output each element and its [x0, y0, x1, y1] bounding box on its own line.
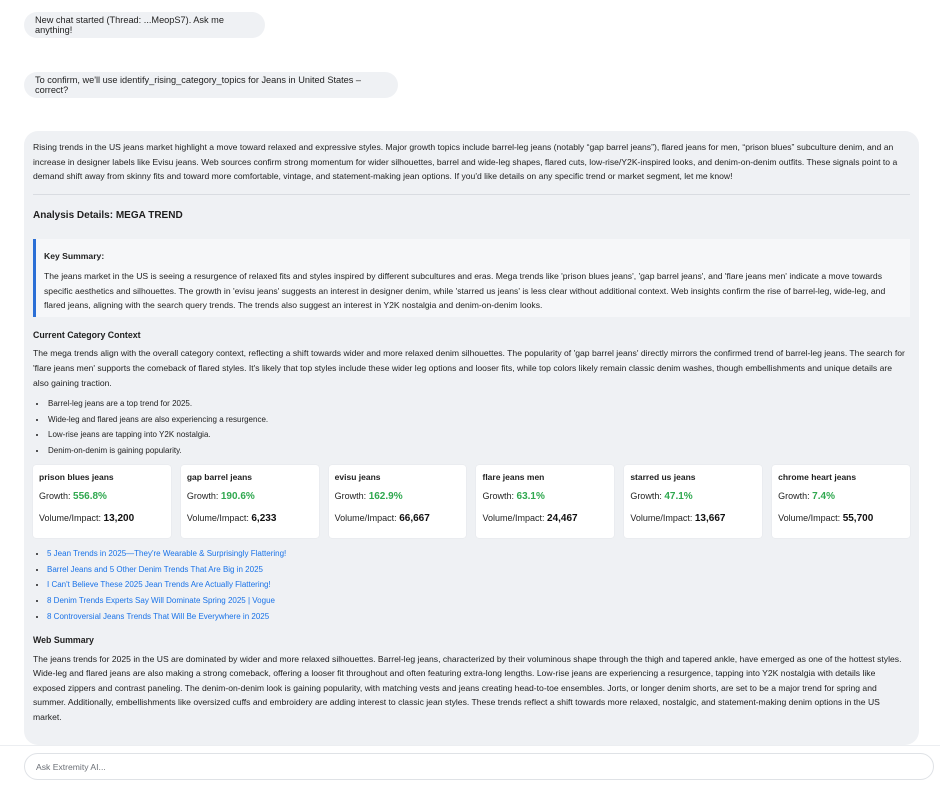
- trend-card: [772, 465, 910, 538]
- list-item: [47, 577, 910, 593]
- volume-label: Volume/Impact:: [778, 513, 841, 524]
- volume-value: 55,700: [842, 513, 874, 525]
- trend-card-title: prison blues jeans: [39, 472, 114, 483]
- growth-label: Growth:: [482, 491, 514, 502]
- volume-value: 6,233: [251, 513, 277, 525]
- analysis-title: Analysis Details: MEGA TREND: [33, 209, 183, 221]
- growth-value: 190.6%: [220, 491, 255, 503]
- key-summary-title: Key Summary:: [44, 251, 105, 262]
- assistant-confirm-bubble: [24, 72, 398, 98]
- chat-input-placeholder: Ask Extremity AI...: [36, 761, 106, 772]
- trend-card: [329, 465, 467, 538]
- trend-card-title: gap barrel jeans: [186, 472, 253, 483]
- list-item: [47, 562, 910, 578]
- list-item: [47, 593, 910, 609]
- source-link[interactable]: Barrel Jeans and 5 Other Denim Trends That Are Big in 2025: [47, 564, 263, 574]
- context-text: The mega trends align with the overall category context, reflecting a shift towards wider and more relaxed denim silhouettes. The popularity of 'gap barrel jeans' directly mirrors the confirmed trend of barrel-leg jeans. The search for 'flare jeans men' supports the comeback of flared styles. It's likely that top styles include these wider leg options and looser fits, while top colors likely remain classic denim washes, though embellishments and unique details are also gaining traction.: [33, 348, 905, 388]
- list-item: [47, 546, 910, 562]
- volume-label: Volume/Impact:: [39, 513, 102, 524]
- web-summary-text: The jeans trends for 2025 in the US are dominated by wider and more relaxed silhouettes. Barrel-leg jeans, characterized by their voluminous shape through the thigh and tapered ankle, have emerged as one of the hottest styles. Wide-leg and flared jeans are also making a strong comeback, offering a looser fit throughout and often featuring extra-long lengths. Low-rise jeans are experiencing a resurgence, tapping into Y2K nostalgia with details like exposed zippers and contrast paneling. The denim-on-denim look is gaining popularity, with matching vests and jeans creating head-to-toe ensembles. Jorts, or longer denim shorts, are set to be a major trend for spring and summer. Additionally, embellishments like oversized cuffs and embroidery are adding interest to classic jean styles. These trends reflect a shift towards more relaxed, nostalgic, and statement-making denim options in the US market.: [33, 653, 902, 723]
- assistant-response-bubble: [24, 131, 919, 745]
- list-item: • Wide-leg and flared jeans are also experiencing a resurgence.: [47, 412, 910, 428]
- source-link[interactable]: 5 Jean Trends in 2025—They're Wearable & Surprisingly Flattering!: [47, 549, 287, 559]
- trend-card-growth: [39, 489, 165, 504]
- trend-card-growth: [482, 489, 608, 504]
- trend-card-title: evisu jeans: [334, 472, 381, 483]
- growth-label: Growth:: [778, 491, 810, 502]
- growth-value: 556.8%: [73, 491, 107, 503]
- source-link[interactable]: 8 Denim Trends Experts Say Will Dominate Spring 2025 | Vogue: [47, 595, 275, 605]
- trend-card: [181, 465, 319, 538]
- trend-card-volume: [335, 511, 461, 526]
- volume-value: 13,667: [694, 513, 726, 525]
- trend-card: [476, 465, 614, 538]
- system-message-text: New chat started (Thread: ...MeopS7). Ask me anything!: [35, 15, 224, 35]
- growth-label: Growth:: [630, 491, 662, 502]
- growth-label: Growth:: [39, 491, 71, 502]
- trend-card-growth: [187, 489, 313, 504]
- trend-card-title: flare jeans men: [482, 472, 545, 483]
- trend-card-volume: [778, 511, 904, 526]
- volume-label: Volume/Impact:: [334, 513, 397, 524]
- trend-card-growth: [778, 489, 904, 504]
- source-link[interactable]: I Can't Believe These 2025 Jean Trends Are Actually Flattering!: [47, 580, 271, 590]
- trend-card-volume: [630, 511, 756, 526]
- growth-label: Growth:: [334, 491, 367, 502]
- trend-card-volume: [39, 511, 165, 526]
- system-message-bubble: [24, 12, 265, 38]
- volume-label: Volume/Impact:: [186, 513, 249, 524]
- confirm-message-text: To confirm, we'll use identify_rising_category_topics for Jeans in United States – correct?: [35, 75, 362, 95]
- trend-card: [624, 465, 762, 538]
- growth-label: Growth:: [186, 491, 219, 502]
- trend-card-volume: [187, 511, 313, 526]
- volume-value: 13,200: [103, 513, 135, 525]
- growth-value: 63.1%: [516, 491, 545, 503]
- divider: [33, 194, 910, 195]
- source-link[interactable]: 8 Controversial Jeans Trends That Will Be Everywhere in 2025: [47, 611, 270, 621]
- growth-value: 7.4%: [812, 491, 835, 503]
- trend-bullet-list: [33, 396, 910, 458]
- web-summary-title: Web Summary: [33, 635, 94, 646]
- list-item: • Denim-on-denim is gaining popularity.: [47, 443, 910, 459]
- divider: [0, 745, 940, 746]
- list-item: [47, 609, 910, 625]
- growth-value: 162.9%: [368, 491, 403, 503]
- volume-value: 66,667: [399, 513, 430, 525]
- key-summary-box: [33, 239, 910, 316]
- trend-card: [33, 465, 171, 538]
- trend-card-growth: [630, 489, 756, 504]
- trend-card-volume: [482, 511, 608, 526]
- trend-card-growth: [335, 489, 461, 504]
- volume-label: Volume/Impact:: [482, 513, 545, 524]
- context-title: Current Category Context: [33, 329, 141, 340]
- source-link-list: [33, 546, 910, 624]
- chat-input[interactable]: [24, 753, 934, 780]
- growth-value: 47.1%: [664, 491, 693, 503]
- response-intro: Rising trends in the US jeans market highlight a move toward relaxed and expressive styles. Major growth topics include barrel-leg jeans (notably “gap barrel jeans”), flared jeans for men, “prison blues” subculture denim, and an increase in designer labels like Evisu jeans. Web sources confirm strong momentum for wider silhouettes, barrel and wide-leg shapes, flared cuts, low-rise/Y2K-inspired looks, and denim-on-denim outfits. These signals point to a demand shift away from skinny fits and toward more comfortable, vintage, and statement-making jean options. If you'd like details on any specific trend or market segment, let me know!: [33, 142, 898, 182]
- key-summary-text: The jeans market in the US is seeing a resurgence of relaxed fits and styles inspired by different subcultures and eras. Mega trends like 'prison blues jeans', 'gap barrel jeans', and 'flare jeans men' indicate a move towards specific aesthetics and silhouettes. The growth in 'evisu jeans' suggests an interest in designer denim, while 'starred us jeans' is less clear without additional context. Web insights confirm the rise of barrel-leg, wide-leg, and flared jeans, aligning with the search query trends. The trends also suggest an interest in Y2K nostalgia and denim-on-denim looks.: [44, 270, 886, 311]
- volume-label: Volume/Impact:: [630, 513, 693, 524]
- volume-value: 24,467: [547, 513, 578, 525]
- list-item: • Low-rise jeans are tapping into Y2K nostalgia.: [47, 427, 910, 443]
- list-item: • Barrel-leg jeans are a top trend for 2025.: [47, 396, 910, 412]
- trend-cards: [33, 465, 910, 538]
- trend-card-title: chrome heart jeans: [778, 472, 857, 483]
- trend-card-title: starred us jeans: [630, 472, 696, 483]
